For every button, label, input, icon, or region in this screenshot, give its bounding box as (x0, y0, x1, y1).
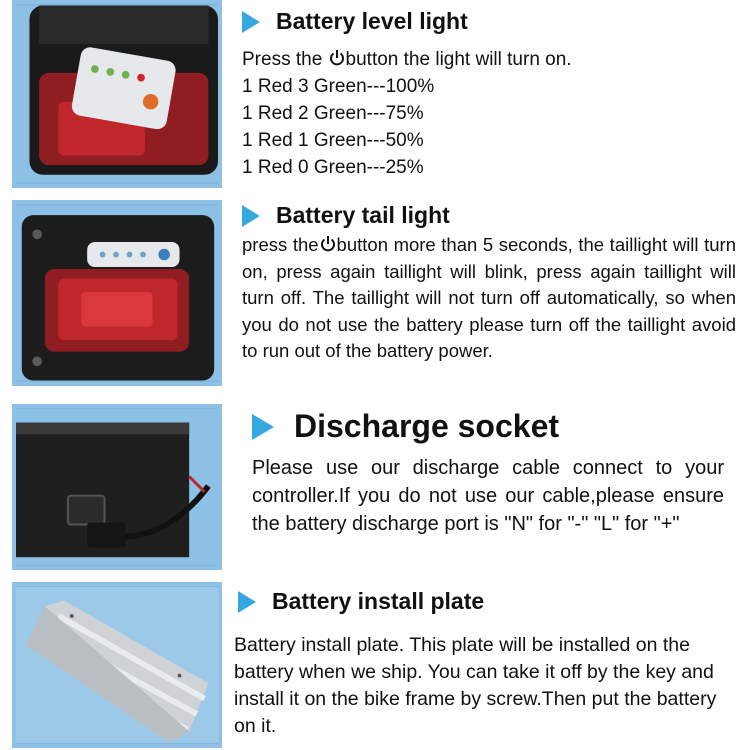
power-icon (329, 49, 345, 67)
triangle-arrow-icon (238, 591, 256, 613)
battery-tail-light-heading (242, 202, 450, 229)
battery-level-75: 1 Red 2 Green---75% (242, 103, 424, 124)
section-battery-install-plate (0, 580, 750, 750)
triangle-arrow-icon (242, 11, 260, 33)
section-discharge-socket (0, 402, 750, 574)
battery-level-25: 1 Red 0 Green---25% (242, 157, 424, 178)
battery-tail-light-title: Battery tail light (276, 202, 450, 228)
battery-install-plate-title: Battery install plate (272, 588, 485, 614)
battery-level-instruction: Press the button the light will turn on. (242, 49, 572, 70)
battery-install-plate-heading (238, 588, 484, 615)
triangle-arrow-icon (242, 205, 260, 227)
section-battery-level-light (0, 0, 750, 192)
tail-light-photo-illustration (16, 204, 218, 382)
section-battery-tail-light (0, 200, 750, 392)
discharge-socket-title: Discharge socket (294, 408, 560, 444)
battery-level-light-title: Battery level light (276, 8, 468, 34)
discharge-socket-text: Please use our discharge cable connect to your controller.If you do not use our cable,please ensure the battery discharge port is "N" for "-" "L" for "+" (252, 457, 724, 535)
power-icon (320, 235, 336, 253)
battery-install-plate-text: Battery install plate. This plate will be installed on the battery when we ship. You can take it off by the key and install it on the bike frame by screw.Then put the battery on it. (234, 634, 717, 737)
battery-level-photo-illustration (16, 4, 218, 184)
battery-level-50: 1 Red 1 Green---50% (242, 130, 424, 151)
triangle-arrow-icon (252, 414, 274, 440)
discharge-socket-photo-illustration (16, 408, 218, 566)
battery-level-100: 1 Red 3 Green---100% (242, 76, 435, 97)
battery-install-plate-photo (12, 582, 222, 748)
battery-level-light-photo (12, 0, 222, 188)
battery-level-light-text (242, 46, 572, 181)
discharge-socket-heading (252, 408, 559, 445)
install-plate-photo-illustration (16, 586, 218, 744)
battery-tail-light-text: press the button more than 5 seconds, the taillight will turn on, press again taillight will blink, press again taillight will turn off. The taillight will not turn off automatically, so when you do not use the battery please turn off the taillight avoid to run out of the battery power. (242, 234, 736, 361)
battery-tail-light-photo (12, 200, 222, 386)
discharge-socket-photo (12, 404, 222, 570)
battery-level-light-heading (242, 8, 468, 35)
